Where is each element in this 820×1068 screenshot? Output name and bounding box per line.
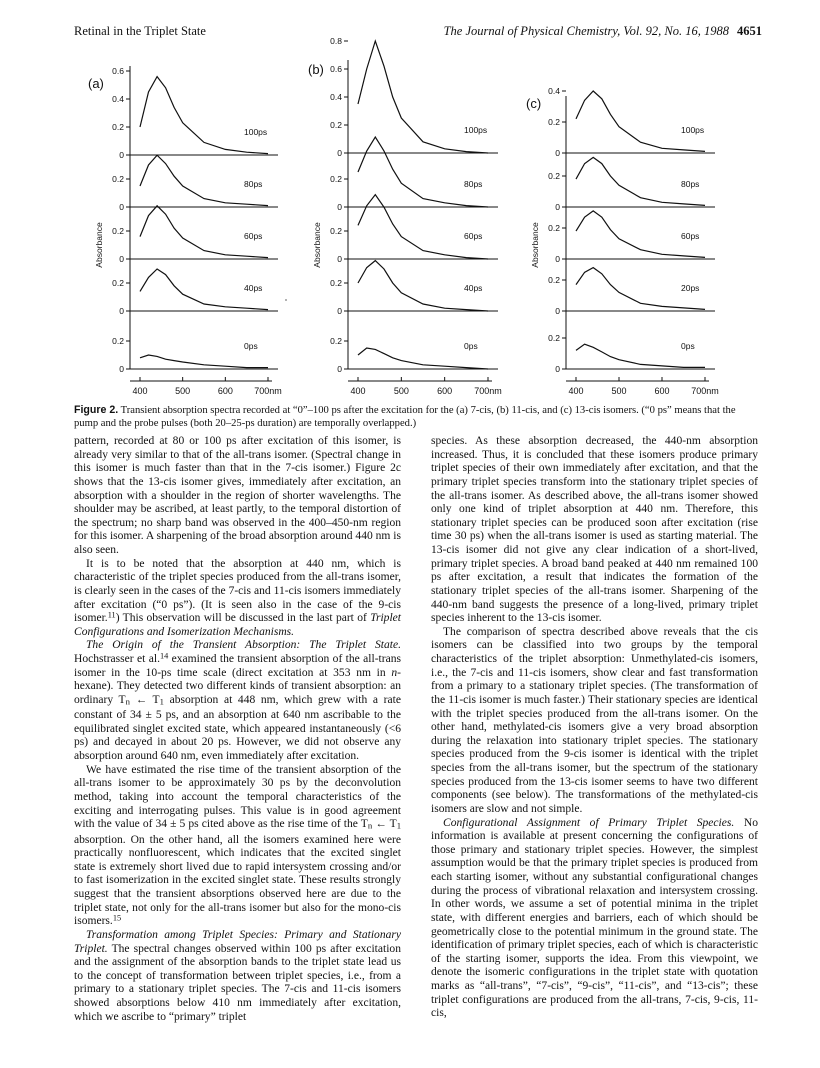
y-tick-label: 0	[119, 254, 124, 264]
paragraph	[74, 929, 401, 1024]
y-tick-label: 0	[555, 254, 560, 264]
journal-citation: The Journal of Physical Chemistry, Vol. 92, No. 16, 1988	[443, 24, 729, 38]
trace-label: 0ps	[244, 341, 258, 351]
x-tick-label: 600	[437, 386, 453, 396]
subscript: 1	[396, 820, 402, 831]
figure-2-chart	[0, 0, 820, 400]
trace-label: 60ps	[244, 231, 263, 241]
caption-text: Transient absorption spectra recorded at “0”–100 ps after the excitation for the (a) 7-cis, (b) 11-cis, and (c) 13-cis isomers. (“0 ps” means that the pump and the probe pulses (both 20–25-ps duration) are temporally overlapped.)	[74, 405, 736, 429]
y-tick-label: 0	[119, 150, 124, 160]
spectrum-trace	[358, 348, 488, 369]
trace-label: 60ps	[464, 231, 483, 241]
y-tick-label: 0	[337, 306, 342, 316]
paragraph-text: The comparison of spectra described above reveals that the cis isomers can be classified into two groups by the temporal characteristics of the triplet absorption: Unmethylated-cis isomers, i.e., the 7-cis and 11-cis isomers, show clear and fast transformation from a primary to a stationary triplet species. (The transformation of the 11-cis isomer is much faster.) Their stationary species are identical with the triplet species produced from the all-trans isomer. On the other hand, methylated-cis isomers give a very broad absorption during the relaxation into stationary triplet species. The stationary species produced from the 9-cis isomer is identical with the triplet species from the all-trans isomer, but the spectrum of the stationary species produced from the 13-cis isomer seems to have two different components (see below). The transformations of the methylated-cis isomers are slow and not simple.	[431, 625, 758, 815]
subscript: n	[125, 696, 130, 707]
x-tick-label: 400	[350, 386, 366, 396]
y-tick-label: 0.2	[330, 278, 342, 288]
paragraph-text: pattern, recorded at 80 or 100 ps after excitation of this isomer, is already very similar to that of the all-trans isomer. (Spectral change in this isomer is much faster than that in the 7-cis isomer.) Figure 2c shows that the 13-cis isomer gives, immediately after excitation, an absorption with a shoulder in the region of shorter wavelengths. The shoulder may be ascribed, at least partly, to the temporal distortion of the spectrum; no sharp band was observed in the 400–450-nm region for this isomer. A sharpening of the broad absorption around 440 nm is also seen.	[74, 435, 401, 556]
reference-marker: 11	[107, 610, 116, 620]
y-tick-label: 0.2	[112, 122, 124, 132]
y-tick-label: 0.6	[330, 64, 342, 74]
paragraph	[431, 626, 758, 817]
paragraph	[431, 817, 758, 1021]
text-column-right	[431, 435, 758, 1021]
paragraph-text: ← T	[375, 818, 397, 831]
section-heading: Configurational Assignment of Primary Triplet Species.	[443, 816, 735, 829]
y-axis-label: Absorbance	[312, 222, 322, 268]
x-tick-label: 600	[217, 386, 233, 396]
spectrum-trace	[358, 137, 488, 207]
x-tick-label: 400	[132, 386, 148, 396]
y-tick-label: 0.2	[330, 226, 342, 236]
paragraph-text: examined the transient absorption of the all-trans isomer in the 10-ps time scale (direct excitation at 353 nm in	[74, 653, 402, 679]
subscript: 1	[159, 696, 164, 707]
y-tick-label: 0	[555, 202, 560, 212]
trace-label: 0ps	[681, 341, 695, 351]
y-tick-label: 0.2	[330, 120, 342, 130]
y-tick-label: 0	[119, 364, 124, 374]
trace-label: 0ps	[464, 341, 478, 351]
y-axis-label: Absorbance	[530, 222, 540, 268]
trace-label: 100ps	[681, 125, 705, 135]
x-tick-label: 500	[611, 386, 627, 396]
trace-label: 40ps	[464, 283, 483, 293]
x-tick-label: 500	[393, 386, 409, 396]
y-tick-label: 0	[337, 202, 342, 212]
caption-label: Figure 2.	[74, 404, 119, 416]
spectrum-trace	[140, 77, 268, 154]
y-tick-label: 0.2	[548, 117, 560, 127]
panel-label: (a)	[88, 76, 104, 91]
x-tick-label: 700nm	[254, 386, 282, 396]
reference-marker: 15	[112, 913, 122, 923]
paragraph-text: No information is available at present concerning the configurations of those primary and stationary triplet species. However, the simplest assumption would be that the primary triplet species is produced from each starting isomer, without any substantial configurational changes during the process of vibrational relaxation and intersystem crossing. In other words, we assume a set of potential minima in the triplet state, with different energies and barriers, each of which should be geometrically close to the potential minimum in the ground state. The identification of primary triplet species, each of which is characteristic of the starting isomer, supports the idea. From this viewpoint, we denote the isomeric configurations in the triplet state with quotation marks as “all-trans”, “7-cis”, “9-cis”, “11-cis”, and “13-cis”; these triplet configurations are produced from the all-trans, 7-cis, 9-cis, 11-cis,	[431, 816, 758, 1020]
y-axis-label: Absorbance	[94, 222, 104, 268]
spectrum-trace	[140, 355, 268, 368]
trace-label: 80ps	[464, 179, 483, 189]
paragraph-text: ) This observation will be discussed in the last part of	[115, 612, 367, 625]
y-tick-label: 0.2	[330, 336, 342, 346]
figure-caption	[74, 404, 758, 430]
trace-label: 100ps	[464, 125, 488, 135]
y-tick-label: 0.2	[112, 226, 124, 236]
paragraph-text: The spectral changes observed within 100 ps after excitation and the assignment of the absorption bands to the triplet state lead us to the concept of transformation between triplet species, i.e., from a primary to a stationary triplet species. The 7-cis and 11-cis isomers showed absorptions below 410 nm immediately after excitation, which we ascribe to “primary” triplet	[74, 942, 401, 1023]
y-tick-label: 0.2	[548, 223, 560, 233]
paragraph	[74, 639, 401, 763]
paragraph-text: Hochstrasser et al.	[74, 653, 160, 665]
x-tick-label: 700nm	[691, 386, 719, 396]
paragraph-text: ← T	[135, 693, 160, 706]
x-tick-label: 400	[568, 386, 584, 396]
paragraph-text: We have estimated the rise time of the transient absorption of the all-trans isomer to be approximately 30 ps by the deconvolution method, taking into account the temporal characteristics of the exciting and interrogating pulses. This value is in good agreement with the value of 34 ± 5 ps cited above as the rise time of the T	[74, 763, 401, 831]
spectrum-trace	[358, 41, 488, 153]
subscript: n	[367, 820, 373, 831]
y-tick-label: 0.2	[548, 333, 560, 343]
trace-label: 60ps	[681, 231, 700, 241]
running-header-title: Retinal in the Triplet State	[74, 24, 206, 38]
y-tick-label: 0.2	[548, 171, 560, 181]
trace-label: 80ps	[244, 179, 263, 189]
y-tick-label: 0	[337, 364, 342, 374]
x-tick-label: 700nm	[474, 386, 502, 396]
y-tick-label: 0.6	[112, 66, 124, 76]
paragraph-text: absorption. On the other hand, all the isomers examined here were practically nonfluorescent, which indicates that the excited singlet state is extremely short lived due to rapid intersystem crossing and/or to fast isomerization in the excited singlet state. These results strongly suggest that the transient absorptions observed here are due to the triplet state, not only for the all-trans isomer but also for the mono-cis isomers.	[74, 833, 401, 928]
y-tick-label: 0.4	[112, 94, 124, 104]
x-tick-label: 600	[654, 386, 670, 396]
spectrum-trace	[576, 91, 705, 151]
paragraph	[74, 435, 401, 558]
x-tick-label: 500	[175, 386, 191, 396]
text-column-left	[74, 435, 401, 1024]
section-heading: Transformation among Triplet Species: Primary and Stationary Triplet.	[74, 928, 401, 955]
y-tick-label: 0	[337, 254, 342, 264]
paragraph-text: species. As these absorption decreased, the 440-nm absorption increased. Thus, it is concluded that these isomers produce primary triplet species of their own immediately after excitation, and that the primary triplet species transform into the stationary triplet species of the all-trans isomer. As described above, the all-trans isomer showed only one kind of triplet absorption at 440 nm. Therefore, this stationary triplet species can be produced soon after excitation (rise time 30 ps) when the all-trans isomer is used as starting material. The 13-cis isomer did not give any clear indication of a short-lived, primary triplet species. A broad band peaked at 440 nm remained 100 ps after excitation, a result that indicates the formation of the stationary triplet species of the all-trans isomer. Sharpening of the 440-nm band suggests the presence of a long-lived, primary triplet species inherent to the 13-cis isomer.	[431, 435, 758, 625]
paragraph	[431, 435, 758, 626]
y-tick-label: 0.8	[330, 36, 342, 46]
y-tick-label: 0.2	[112, 278, 124, 288]
y-tick-label: 0	[119, 306, 124, 316]
paragraph-text: -hexane). They detected two different kinds of transient absorption: an ordinary T	[74, 666, 402, 706]
y-tick-label: 0.2	[112, 336, 124, 346]
trace-label: 40ps	[244, 283, 263, 293]
trace-label: 80ps	[681, 179, 700, 189]
panel-label: (c)	[526, 96, 542, 111]
reference-marker: 14	[159, 651, 169, 661]
y-tick-label: 0.4	[548, 86, 560, 96]
paragraph	[74, 558, 401, 640]
section-reference: Triplet Configurations and Isomerization Mechanisms.	[74, 612, 401, 638]
paragraph	[74, 764, 401, 929]
y-tick-label: 0	[337, 148, 342, 158]
y-tick-label: 0.4	[330, 92, 342, 102]
y-tick-label: 0.2	[112, 174, 124, 184]
page-number: 4651	[737, 24, 762, 38]
paragraph-text: It is to be noted that the absorption at 440 nm, which is characteristic of the triplet species produced from the all-trans isomer, is clearly seen in the cases of the 7-cis and 11-cis isomers immediately after excitation (“0 ps”). (It is seen also in the case of the 9-cis isomer.	[74, 557, 401, 625]
y-tick-label: 0.2	[330, 174, 342, 184]
y-tick-label: 0.2	[548, 275, 560, 285]
italic-symbol: n	[391, 666, 398, 679]
panel-label: (b)	[308, 62, 324, 77]
y-tick-label: 0	[555, 148, 560, 158]
section-heading: The Origin of the Transient Absorption: The Triplet State.	[86, 639, 401, 652]
figure-2	[0, 0, 820, 400]
trace-label: 100ps	[244, 127, 268, 137]
y-tick-label: 0	[555, 364, 560, 374]
spectrum-trace	[358, 195, 488, 259]
trace-label: 20ps	[681, 283, 700, 293]
y-tick-label: 0	[555, 306, 560, 316]
paragraph-text: absorption at 448 nm, which grew with a rate constant of 34 ± 5 ps, and an absorption at 640 nm ascribable to the equilibrated singlet excited state, which appeared instantaneously (<6 ps) and decayed in about 20 ps. However, we did not observe any absorption around 640 nm, even immediately after excitation.	[74, 693, 401, 763]
y-tick-label: 0	[119, 202, 124, 212]
